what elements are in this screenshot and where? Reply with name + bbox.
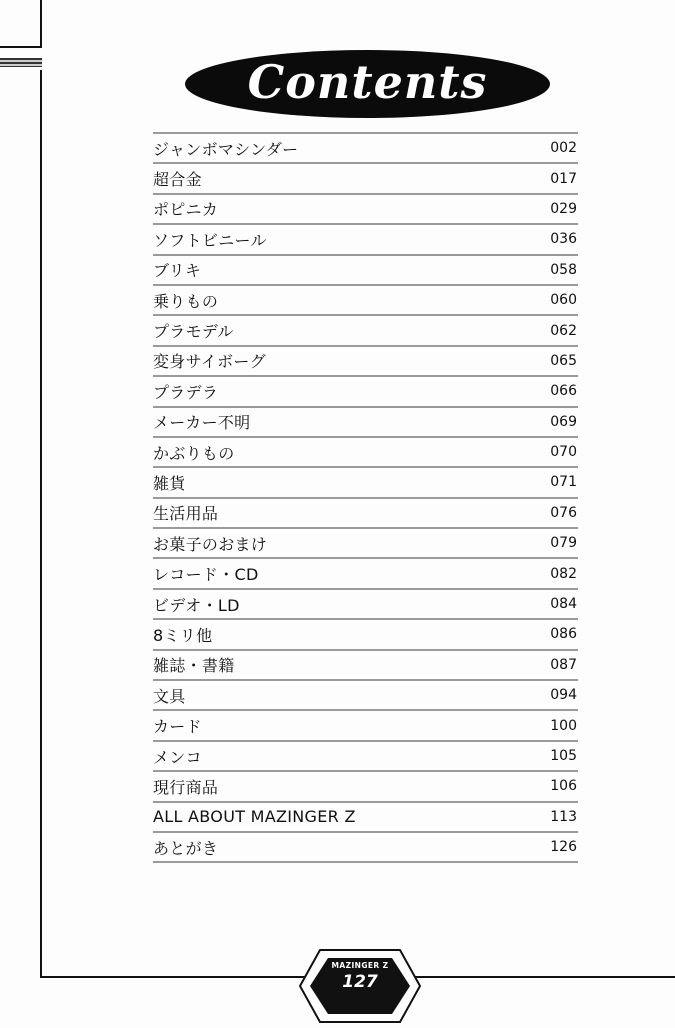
toc-entry-page: 002 — [550, 140, 577, 157]
toc-entry — [153, 742, 578, 772]
toc-entry-title: かぶりもの — [153, 443, 235, 463]
toc-entry-title: 生活用品 — [153, 504, 219, 524]
toc-entry-page: 069 — [550, 413, 577, 430]
toc-entry-page: 082 — [550, 565, 577, 582]
toc-entry-title: 雑誌・書籍 — [153, 656, 235, 676]
toc-entry-title: レコード・CD — [153, 565, 259, 585]
title-banner — [185, 50, 550, 118]
toc-entry — [153, 803, 578, 833]
toc-entry-page: 094 — [550, 687, 577, 704]
toc-entry — [153, 468, 578, 498]
toc-entry-title: プラモデル — [153, 322, 234, 342]
toc-entry — [153, 651, 578, 681]
toc-entry — [153, 559, 578, 589]
toc-entry — [153, 499, 578, 529]
toc-entry-page: 062 — [550, 322, 577, 339]
toc-entry-page: 084 — [550, 596, 577, 613]
toc-entry — [153, 225, 578, 255]
toc-entry — [153, 438, 578, 468]
toc-entry-title: ポピニカ — [153, 200, 219, 220]
toc-entry — [153, 286, 578, 316]
toc-entry-title: 乗りもの — [153, 291, 219, 311]
toc-entry — [153, 711, 578, 741]
toc-entry-title: ビデオ・LD — [153, 595, 240, 615]
toc-entry-title: お菓子のおまけ — [153, 534, 268, 554]
toc-entry — [153, 590, 578, 620]
toc-entry-title: 変身サイボーグ — [153, 352, 266, 372]
toc-entry-page: 060 — [550, 292, 577, 309]
toc-entry — [153, 164, 578, 194]
toc-entry — [153, 195, 578, 225]
toc-entry-title: ソフトビニール — [153, 230, 267, 250]
toc-entry-page: 070 — [550, 444, 577, 461]
toc-entry — [153, 833, 578, 863]
toc-entry-page: 036 — [550, 231, 577, 248]
toc-entry-title: あとがき — [153, 838, 219, 858]
frame-left-rule — [40, 70, 42, 978]
toc-entry — [153, 316, 578, 346]
toc-entry-title: ブリキ — [153, 261, 202, 281]
toc-entry-title: 8ミリ他 — [153, 625, 213, 645]
toc-entry-title: 雑貨 — [153, 473, 186, 493]
toc-entry-page: 126 — [550, 839, 577, 856]
toc-entry — [153, 681, 578, 711]
frame-corner-box — [0, 0, 42, 48]
toc-entry — [153, 256, 578, 286]
toc-entry-page: 071 — [550, 474, 577, 491]
toc-entry — [153, 529, 578, 559]
toc-entry — [153, 134, 578, 164]
page-title: Contents — [247, 55, 488, 109]
toc-entry-page: 100 — [550, 717, 577, 734]
toc-entry-title: カード — [153, 717, 202, 737]
toc-entry-title: メンコ — [153, 747, 202, 767]
toc-entry-page: 065 — [550, 352, 577, 369]
toc-entry-page: 106 — [550, 778, 577, 795]
toc-entry-title: ジャンボマシンダー — [153, 139, 299, 159]
toc-entry-title: プラデラ — [153, 382, 219, 402]
toc-entry-page: 105 — [550, 748, 577, 764]
toc-entry-page: 087 — [550, 656, 577, 673]
toc-entry-page: 113 — [550, 808, 577, 825]
toc-entry-title: ALL ABOUT MAZINGER Z — [153, 807, 356, 827]
toc-entry — [153, 377, 578, 407]
toc-entry-page: 017 — [550, 170, 577, 187]
toc-entry-title: 超合金 — [153, 170, 202, 190]
toc-entry-title: 文具 — [153, 686, 186, 706]
toc-entry — [153, 620, 578, 650]
toc-entry — [153, 408, 578, 438]
toc-entry-title: メーカー不明 — [153, 413, 251, 433]
toc-entry-page: 058 — [550, 261, 577, 278]
frame-stripe-bar — [0, 58, 42, 67]
series-label: MAZINGER Z — [331, 961, 389, 970]
toc-entry-page: 066 — [550, 383, 577, 400]
toc-entry — [153, 772, 578, 802]
toc-entry-title: 現行商品 — [153, 777, 219, 797]
page-number: 127 — [342, 972, 378, 992]
toc-entry — [153, 347, 578, 377]
table-of-contents — [153, 132, 578, 863]
toc-entry-page: 079 — [550, 535, 577, 552]
frame-bottom-rule-left — [40, 976, 308, 978]
page-number-badge — [298, 948, 422, 1024]
frame-bottom-rule-right — [410, 976, 675, 978]
toc-entry-page: 029 — [550, 200, 577, 217]
toc-entry-page: 076 — [550, 504, 577, 521]
toc-entry-page: 086 — [550, 626, 577, 643]
